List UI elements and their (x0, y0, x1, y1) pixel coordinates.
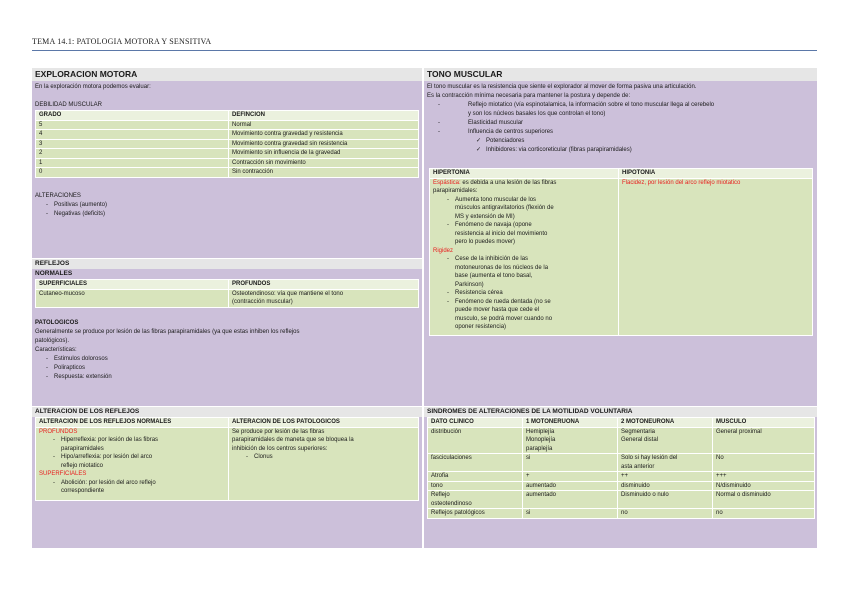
cell: N/disminuido (713, 481, 815, 491)
reflejos-title: REFLEJOS (32, 258, 422, 269)
row-label: distribución (428, 427, 523, 454)
row-label: fasciculaciones (428, 454, 523, 472)
reflejos-section (32, 258, 422, 406)
col-header: DATO CLINICO (428, 418, 523, 428)
pat-line: parapiramidales de maneta que se bloquea la (232, 437, 354, 443)
cell-line: paraplejía (526, 445, 553, 452)
flacidez-text: , por lesión del arco reflejo miotatico (644, 179, 741, 186)
patologicos-header: ALTERACION DE LOS PATOLOGICOS (229, 418, 419, 428)
cell: disminuido (618, 481, 713, 491)
cell-line: Hemiplejía (526, 428, 555, 435)
list-item: - Reflejo miotatico (vía espinotalamica, la información sobre el tono muscular llega al cerebelo (424, 101, 817, 110)
superficiales-label: SUPERFICIALES (39, 471, 87, 477)
profundos-line: Osteotendinoso: vía que mantiene el tono (232, 290, 344, 297)
cell: + (523, 472, 618, 482)
espastica-text: es debida a una lesión de las fibras (460, 179, 557, 186)
hipertonia-table (429, 168, 813, 336)
normales-header: ALTERACION DE LOS REFLEJOS NORMALES (36, 418, 229, 428)
profundos-header: PROFUNDOS (229, 280, 419, 290)
alteraciones-title: ALTERACIONES (35, 192, 81, 199)
col-header: 2 MOTONEURONA (618, 418, 713, 428)
table-row (428, 491, 815, 509)
hipotonia-cell (619, 178, 813, 335)
table-row (36, 168, 419, 178)
rigidez-label: Rigidez (433, 247, 454, 254)
pat-line: Se produce por lesión de las fibras (232, 428, 325, 435)
row-label: tono (428, 481, 523, 491)
cell: aumentado (523, 481, 618, 491)
sindromes-section (424, 406, 817, 548)
exploracion-title: EXPLORACION MOTORA (32, 68, 422, 81)
grado-header: GRADO (36, 111, 229, 121)
tono-intro: El tono muscular es la resistencia que siente el explorador al mover de forma pasiva una articulación. (427, 84, 697, 90)
row-label: Atrofia (428, 472, 523, 482)
col-header: MUSCULO (713, 418, 815, 428)
list-item-cont: músculos antigravitatorios (flexión de (455, 205, 554, 211)
list-item: - Elasticidad muscular (424, 119, 817, 128)
list-item-cont: resistencia al inicio del movimiento (455, 230, 548, 237)
debilidad-title: DEBILIDAD MUSCULAR (35, 102, 103, 108)
definicion-cell: Movimiento contra gravedad y resistencia (229, 130, 419, 140)
table-row (36, 130, 419, 140)
list-item: - Clonus (232, 453, 415, 462)
row-label (428, 491, 523, 509)
cell: si (523, 454, 618, 472)
normales-cell (36, 427, 229, 500)
grado-cell: 5 (36, 120, 229, 130)
list-item: - Hiperreflexia: por lesión de las fibras (39, 436, 225, 445)
cell: ++ (618, 472, 713, 482)
cell: no (713, 509, 815, 519)
cell: +++ (713, 472, 815, 482)
table-row (36, 120, 419, 130)
normales-table (35, 279, 419, 308)
exploracion-intro: En la exploración motora podemos evaluar: (35, 84, 151, 90)
list-item: - Influencia de centros superiores (424, 128, 817, 137)
col-header: 1 MOTONERUONA (523, 418, 618, 428)
caracteristicas-title: Características: (35, 346, 77, 353)
cell: si (523, 509, 618, 519)
list-item-cont: correspondiente (61, 488, 105, 494)
list-item: - Polirapticos (32, 364, 422, 373)
list-item-cont: pero lo puedes mover) (455, 239, 516, 245)
list-item: ✓ Potenciadores (424, 137, 817, 146)
row-label: Reflejos patológicos (428, 509, 523, 519)
cell-line: Segmentaria (621, 428, 656, 435)
definicion-header: DEFINCION (229, 111, 419, 121)
espastica-line: parapiramidales: (433, 188, 478, 194)
alteracion-reflejos-section (32, 406, 422, 548)
list-item: - Hipo/arreflexia: por lesión del arco (39, 453, 225, 462)
list-item: - Estimulos dolorosos (32, 355, 422, 364)
hipertonia-header: HIPERTONIA (430, 169, 619, 179)
list-item-cont: base (aumenta el tono basal, (455, 273, 533, 279)
list-item: - Fenómeno de rueda dentada (no se (433, 298, 615, 307)
cell (618, 454, 713, 472)
pat-line: inhibición de los centros superiores: (232, 445, 328, 452)
cell: No (713, 454, 815, 472)
definicion-cell: Normal (229, 120, 419, 130)
list-item-cont: parapiramidales (61, 445, 104, 452)
cell-line: osteotendinoso (431, 500, 472, 507)
table-row (36, 139, 419, 149)
profundos-line: (contracción muscular) (232, 299, 293, 305)
grado-cell: 3 (36, 139, 229, 149)
sindromes-table (427, 417, 815, 519)
cell (618, 427, 713, 454)
patologicos-text: patológicos). (35, 337, 70, 344)
list-item: ✓ Inhibidores: via corticoreticular (fibras parapiramidales) (424, 146, 817, 155)
tono-title: TONO MUSCULAR (424, 68, 817, 81)
tono-intro: Es la contracción mínima necesaria para mantener la postura y depende de: (427, 93, 631, 99)
list-item-cont: oponer resistencia) (455, 324, 507, 330)
document-title: TEMA 14.1: PATOLOGIA MOTORA Y SENSITIVA (32, 37, 212, 46)
normales-title: NORMALES (35, 270, 73, 277)
list-item-cont: y son los núcleos basales los que controlan el tono) (468, 111, 606, 117)
table-row (36, 158, 419, 168)
patologicos-text: Generalmente se produce por lesión de las fibras parapiramidales (ya que estas inhiben los reflejos (35, 328, 300, 335)
list-item-cont: motoneuronas de los núcleos de la (455, 264, 549, 271)
table-row (36, 149, 419, 159)
exploracion-motora-section (32, 68, 422, 258)
definicion-cell: Movimiento sin influencia de la gravedad (229, 149, 419, 159)
list-item: - Aumenta tono muscular de los (433, 196, 615, 205)
list-item: - Abolición: por lesión del arco reflejo (39, 479, 225, 488)
list-item-cont: musculo, se podrá mover cuando no (455, 315, 553, 322)
grado-cell: 1 (36, 158, 229, 168)
cell-line: Solo si hay lesión del (621, 455, 678, 461)
list-item-cont: Parkinson) (455, 281, 484, 288)
title-rule (32, 50, 817, 51)
grado-cell: 4 (36, 130, 229, 140)
table-row (428, 481, 815, 491)
profundos-cell (229, 289, 419, 307)
list-item: - Fenómeno de navaja (opone (433, 221, 615, 230)
table-row (428, 509, 815, 519)
list-item-cont: puede mover hasta que cede el (455, 307, 540, 313)
definicion-cell: Movimiento contra gravedad sin resistencia (229, 139, 419, 149)
cell-line: Reflejo (431, 492, 450, 498)
alteracion-reflejos-title: ALTERACION DE LOS REFLEJOS (32, 406, 422, 417)
definicion-cell: Sin contracción (229, 168, 419, 178)
definicion-cell: Contracción sin movimiento (229, 158, 419, 168)
cell (523, 427, 618, 454)
table-row (428, 472, 815, 482)
table-row (428, 454, 815, 472)
patologicos-cell (229, 427, 419, 500)
alteracion-table (35, 417, 419, 501)
cell-line: Monoplejía (526, 437, 556, 443)
cell: General proximal (713, 427, 815, 454)
debilidad-table (35, 110, 419, 178)
flacidez-label: Flacidez (622, 179, 645, 186)
cell-line: General distal (621, 437, 659, 443)
hipotonia-header: HIPOTONIA (619, 169, 813, 179)
espastica-line (433, 179, 615, 188)
table-row (428, 427, 815, 454)
profundos-label: PROFUNDOS (39, 428, 78, 435)
grado-cell: 0 (36, 168, 229, 178)
cell: Normal o disminuido (713, 491, 815, 509)
cell: no (618, 509, 713, 519)
hipertonia-cell (430, 178, 619, 335)
table-row (36, 427, 419, 500)
grado-cell: 2 (36, 149, 229, 159)
sindromes-title: SINDROMES DE ALTERACIONES DE LA MOTILIDAD VOLUNTARIA (424, 406, 817, 417)
list-item: - Resistencia cérea (433, 289, 615, 298)
cell: aumentado (523, 491, 618, 509)
list-item-cont: MS y extensión de MI) (455, 213, 515, 220)
list-item-cont: reflejo miotatico (61, 462, 104, 469)
tono-muscular-section (424, 68, 817, 406)
list-item: - Respuesta: extensión (32, 373, 422, 382)
superficiales-cell: Cutaneo-mucoso (36, 289, 229, 307)
list-item: - Cese de la inhibición de las (433, 255, 615, 264)
table-row (36, 289, 419, 307)
cell: Disminuido o nulo (618, 491, 713, 509)
list-item: - Positivas (aumento) (32, 201, 422, 210)
superficiales-header: SUPERFICIALES (36, 280, 229, 290)
patologicos-title: PATOLOGICOS (35, 319, 79, 326)
list-item: - Negativas (deficits) (32, 210, 422, 219)
cell-line: asta anterior (621, 463, 655, 470)
table-row (430, 178, 813, 335)
espastica-label: Espástica: (433, 179, 461, 186)
